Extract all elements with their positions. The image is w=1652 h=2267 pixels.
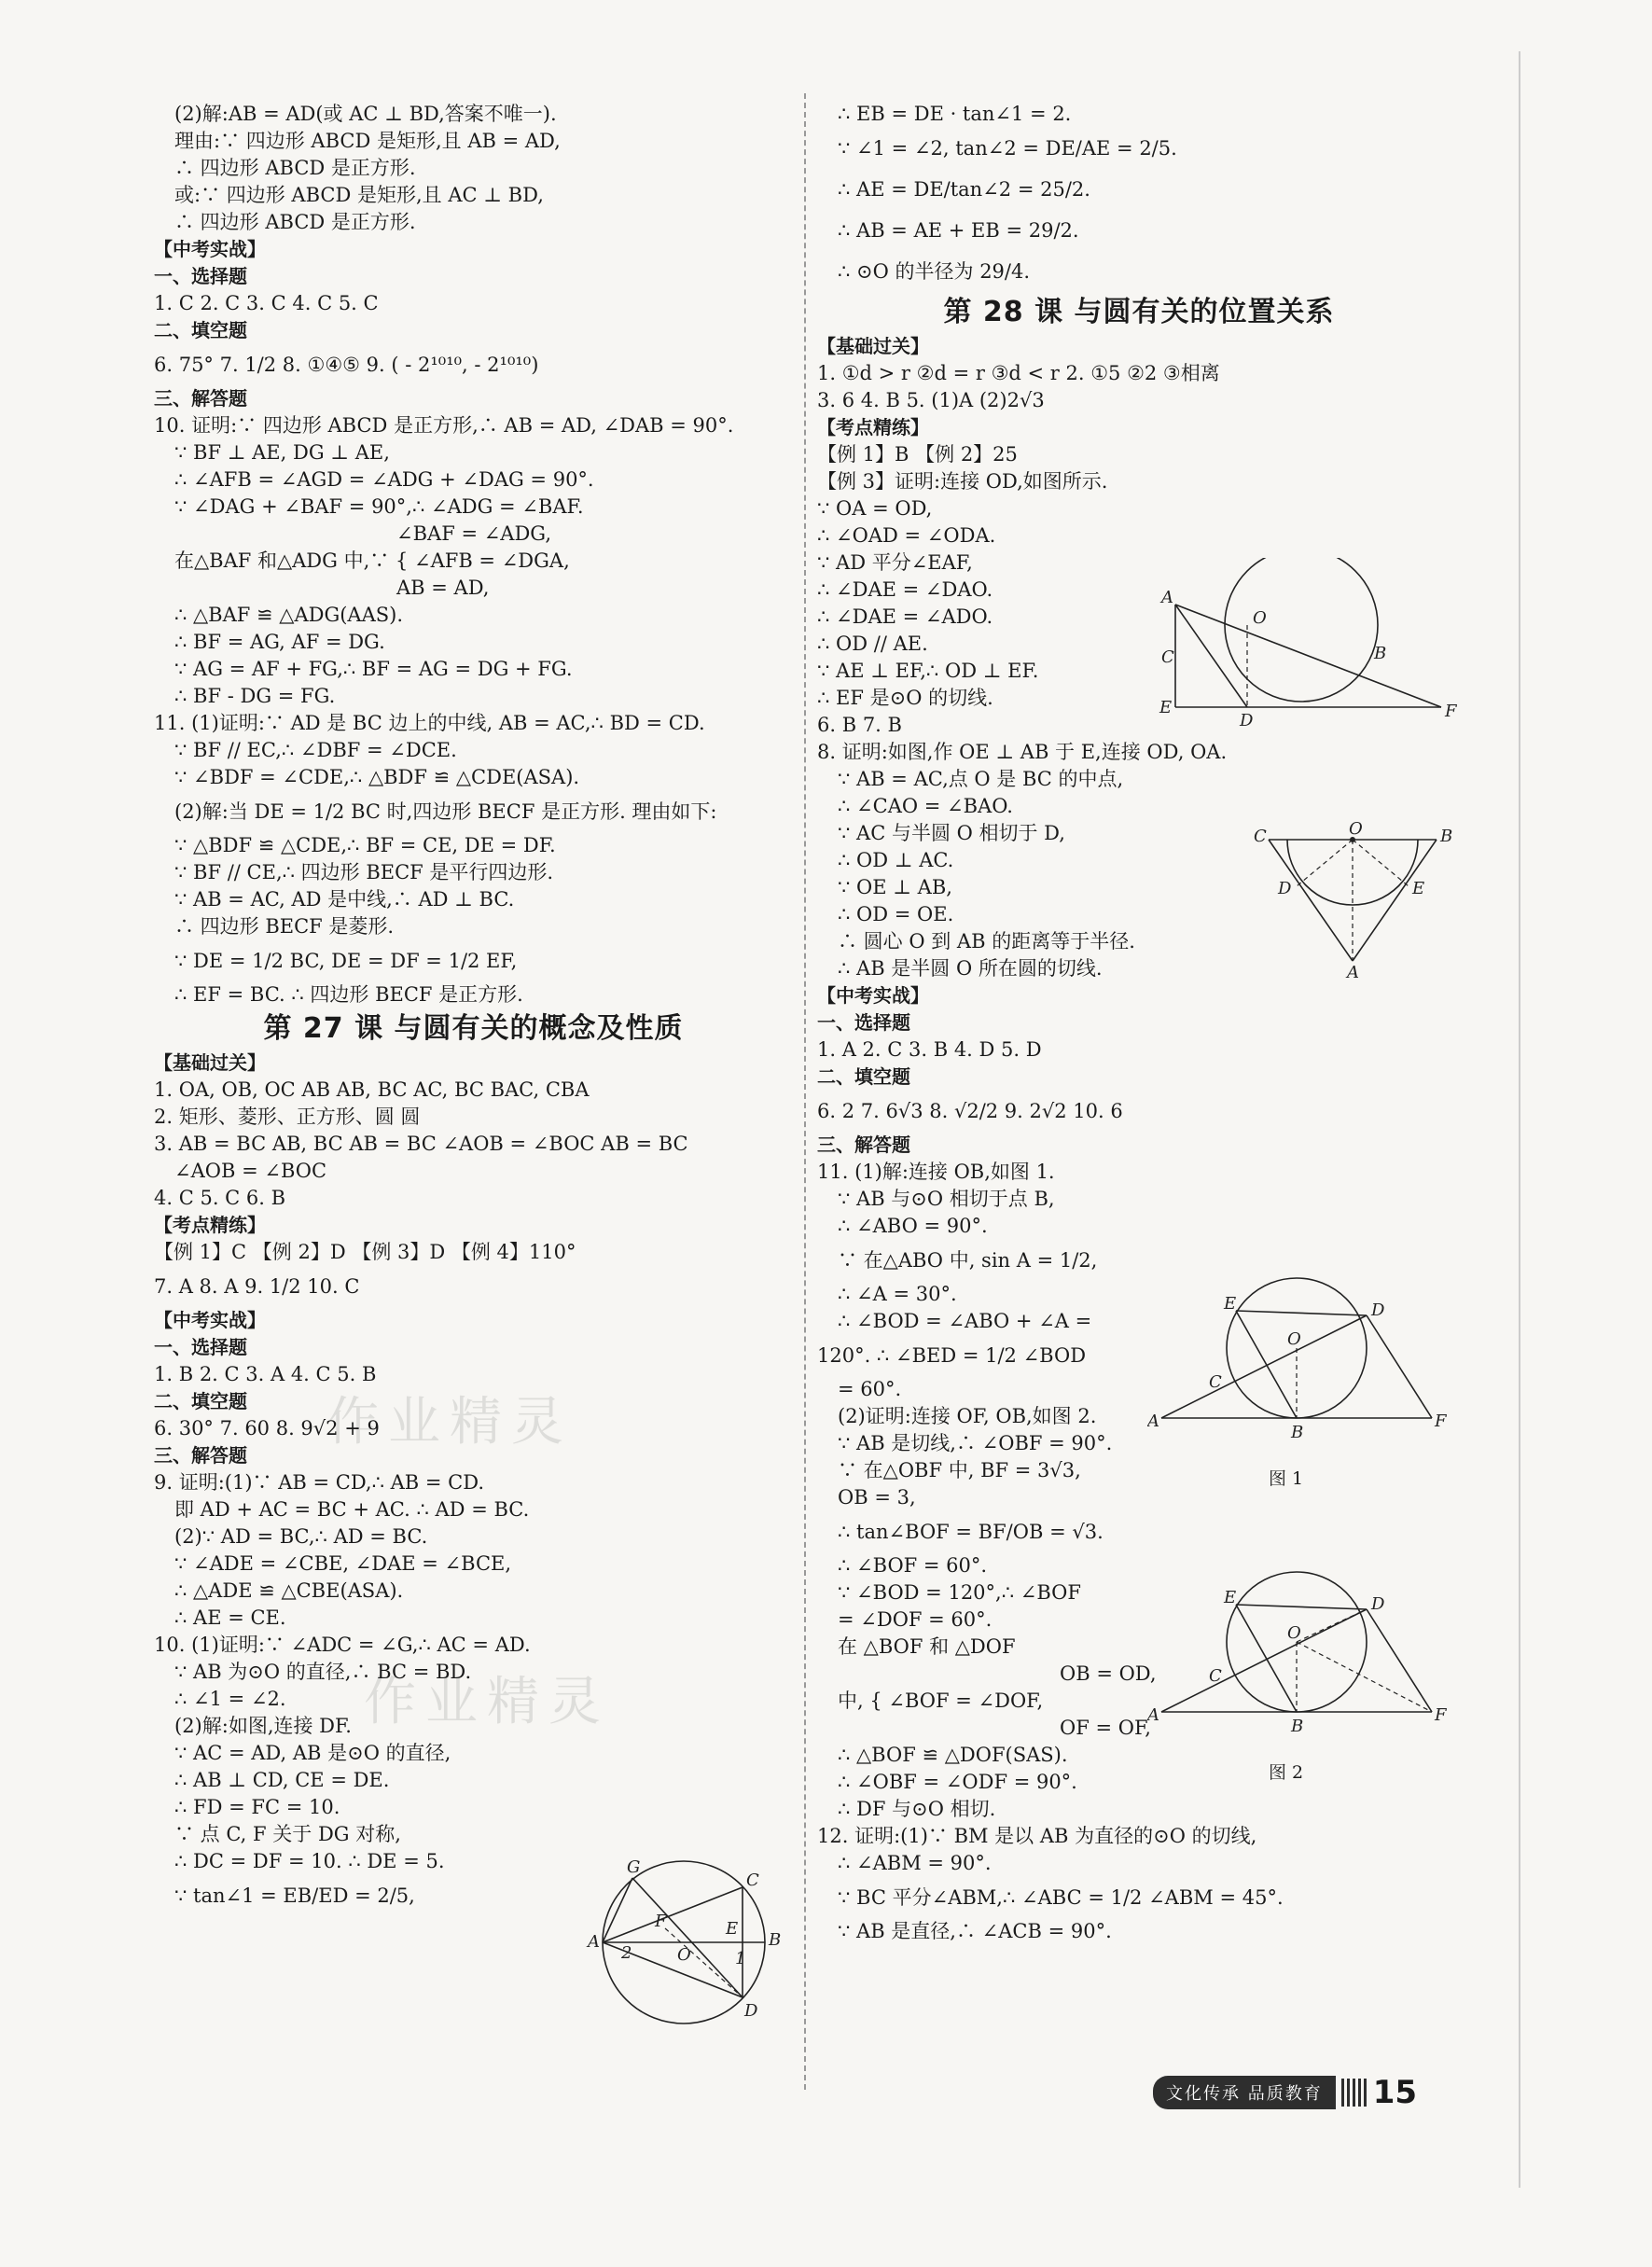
left-line: 4. C 5. C 6. B xyxy=(154,1187,286,1209)
svg-text:A: A xyxy=(1147,1705,1159,1725)
svg-text:2: 2 xyxy=(621,1943,632,1963)
right-line: ∵ AE ⊥ EF,∴ OD ⊥ EF. xyxy=(817,660,1039,682)
right-line: OF = OF, xyxy=(1060,1717,1151,1739)
svg-text:C: C xyxy=(1254,827,1267,846)
svg-text:F: F xyxy=(655,1912,667,1931)
left-line: ∴ EF = BC. ∴ 四边形 BECF 是正方形. xyxy=(174,983,523,1006)
right-line: ∴ ∠BOF = 60°. xyxy=(838,1554,988,1577)
svg-text:D: D xyxy=(1371,1300,1385,1320)
svg-text:O: O xyxy=(1287,1623,1301,1643)
right-line: ∴ OD ⊥ AC. xyxy=(838,849,954,871)
svg-text:B: B xyxy=(1291,1717,1304,1736)
svg-text:G: G xyxy=(627,1857,641,1877)
right-line: ∴ EF 是⊙O 的切线. xyxy=(817,687,993,709)
left-line: ∵ AG = AF + FG,∴ BF = AG = DG + FG. xyxy=(174,658,573,680)
right-line: ∴ ∠OBF = ∠ODF = 90°. xyxy=(838,1771,1077,1793)
watermark-1: 作业精灵 xyxy=(326,1392,573,1453)
svg-text:D: D xyxy=(1278,879,1292,898)
right-line: 1. ①d > r ②d = r ③d < r 2. ①5 ②2 ③相离 xyxy=(817,362,1220,384)
left-line: 1. C 2. C 3. C 4. C 5. C xyxy=(154,292,379,314)
page-edge-line xyxy=(1519,51,1520,2188)
svg-text:C: C xyxy=(1161,647,1174,667)
svg-text:A: A xyxy=(1347,963,1359,982)
right-line: 中, { ∠BOF = ∠DOF, xyxy=(838,1690,1044,1712)
svg-text:E: E xyxy=(1412,879,1425,898)
left-line: ∵ AB = AC, AD 是中线,∴ AD ⊥ BC. xyxy=(174,888,515,911)
right-line: (2)证明:连接 OF, OB,如图 2. xyxy=(838,1405,1097,1427)
left-line: 1. B 2. C 3. A 4. C 5. B xyxy=(154,1363,377,1385)
left-line: 2. 矩形、菱形、正方形、圆 圆 xyxy=(154,1106,421,1128)
left-line: 10. (1)证明:∵ ∠ADC = ∠G,∴ AC = AD. xyxy=(154,1634,531,1656)
right-line: ∵ AB 是切线,∴ ∠OBF = 90°. xyxy=(838,1432,1113,1454)
right-line: 12. 证明:(1)∵ BM 是以 AB 为直径的⊙O 的切线, xyxy=(817,1825,1257,1847)
svg-text:C: C xyxy=(746,1871,759,1890)
right-line: ∵ AD 平分∠EAF, xyxy=(817,551,973,574)
left-line: 第 27 课 与圆有关的概念及性质 xyxy=(263,1012,684,1045)
left-line: ∠AOB = ∠BOC xyxy=(174,1160,327,1182)
svg-text:D: D xyxy=(744,2001,758,2021)
right-line: ∴ ∠OAD = ∠ODA. xyxy=(817,524,996,547)
svg-text:B: B xyxy=(1291,1423,1304,1442)
svg-text:E: E xyxy=(1159,698,1173,717)
svg-text:O: O xyxy=(677,1945,691,1965)
figure-1-tangent-circle xyxy=(1147,1273,1455,1446)
left-line: ∴ DC = DF = 10. ∴ DE = 5. xyxy=(174,1850,445,1872)
footer-badge: 文化传承 品质教育 xyxy=(1153,2076,1336,2109)
right-line: 11. (1)解:连接 OB,如图 1. xyxy=(817,1161,1055,1183)
left-line: 9. 证明:(1)∵ AB = CD,∴ AB = CD. xyxy=(154,1471,484,1494)
right-line: 【考点精练】 xyxy=(817,416,929,438)
left-line: 二、填空题 xyxy=(154,1390,247,1412)
right-line: ∴ OD // AE. xyxy=(817,633,928,655)
left-line: 【中考实战】 xyxy=(154,1309,266,1331)
right-line: = 60°. xyxy=(838,1378,902,1400)
left-line: 二、填空题 xyxy=(154,319,247,341)
right-line: ∴ ∠CAO = ∠BAO. xyxy=(838,795,1013,817)
right-line: 8. 证明:如图,作 OE ⊥ AB 于 E,连接 OD, OA. xyxy=(817,741,1228,763)
svg-text:A: A xyxy=(588,1932,600,1952)
right-line: ∴ 圆心 O 到 AB 的距离等于半径. xyxy=(838,930,1135,953)
right-line: ∵ ∠1 = ∠2, tan∠2 = DE/AE = 2/5. xyxy=(838,137,1177,160)
column-divider xyxy=(804,93,806,2090)
left-line: 或:∵ 四边形 ABCD 是矩形,且 AC ⊥ BD, xyxy=(174,184,544,206)
right-line: ∴ AB 是半圆 O 所在圆的切线. xyxy=(838,957,1103,980)
left-line: ∵ AB 为⊙O 的直径,∴ BC = BD. xyxy=(174,1661,472,1683)
left-line: ∴ BF = AG, AF = DG. xyxy=(174,631,385,653)
right-line: ∴ ∠BOD = ∠ABO + ∠A = xyxy=(838,1310,1092,1332)
left-column xyxy=(154,101,793,1916)
right-line: 【例 3】证明:连接 OD,如图所示. xyxy=(817,470,1108,493)
svg-text:F: F xyxy=(1435,1705,1447,1725)
right-line: 在 △BOF 和 △DOF xyxy=(838,1635,1016,1658)
right-line: ∴ tan∠BOF = BF/OB = √3. xyxy=(838,1521,1104,1543)
left-line: ∴ 四边形 ABCD 是正方形. xyxy=(174,157,416,179)
right-line: ∵ ∠BOD = 120°,∴ ∠BOF xyxy=(838,1581,1081,1604)
figure-2-tangent-circle xyxy=(1147,1567,1455,1740)
left-line: ∵ BF // EC,∴ ∠DBF = ∠DCE. xyxy=(174,739,457,761)
left-line: ∵ BF // CE,∴ 四边形 BECF 是平行四边形. xyxy=(174,861,554,883)
svg-text:C: C xyxy=(1209,1372,1222,1392)
left-line: ∵ △BDF ≌ △CDE,∴ BF = CE, DE = DF. xyxy=(174,834,556,856)
right-line: ∴ AE = DE/tan∠2 = 25/2. xyxy=(838,178,1090,201)
left-line: (2)∵ AD = BC,∴ AD = BC. xyxy=(174,1525,428,1548)
left-line: ∴ ∠1 = ∠2. xyxy=(174,1688,286,1710)
svg-text:E: E xyxy=(1224,1588,1237,1607)
svg-text:B: B xyxy=(769,1930,782,1950)
svg-text:D: D xyxy=(1240,711,1254,730)
right-line: 二、填空题 xyxy=(817,1065,910,1088)
page-number: 15 xyxy=(1372,2074,1418,2111)
left-line: 理由:∵ 四边形 ABCD 是矩形,且 AB = AD, xyxy=(174,130,561,152)
right-line: ∵ OA = OD, xyxy=(817,497,933,520)
svg-text:E: E xyxy=(726,1919,739,1939)
right-line: 一、选择题 xyxy=(817,1011,910,1034)
barcode-decoration xyxy=(1341,2079,1367,2107)
right-line: 6. B 7. B xyxy=(817,714,902,736)
left-line: 7. A 8. A 9. 1/2 10. C xyxy=(154,1275,360,1298)
right-line: 1. A 2. C 3. B 4. D 5. D xyxy=(817,1038,1042,1061)
svg-text:A: A xyxy=(1161,588,1173,607)
left-line: 【基础过关】 xyxy=(154,1051,266,1074)
right-line: ∴ ∠DAE = ∠DAO. xyxy=(817,578,993,601)
right-line: ∵ AB = AC,点 O 是 BC 的中点, xyxy=(838,768,1124,790)
left-line: ∴ FD = FC = 10. xyxy=(174,1796,340,1818)
left-line: ∵ 点 C, F 关于 DG 对称, xyxy=(174,1823,401,1845)
right-line: = ∠DOF = 60°. xyxy=(838,1608,993,1631)
left-line: ∵ tan∠1 = EB/ED = 2/5, xyxy=(174,1885,415,1907)
left-line: 一、选择题 xyxy=(154,1336,247,1358)
svg-text:O: O xyxy=(1253,608,1267,628)
right-line: ∴ ∠A = 30°. xyxy=(838,1283,957,1305)
right-line: 第 28 课 与圆有关的位置关系 xyxy=(943,296,1335,328)
left-line: ∴ 四边形 ABCD 是正方形. xyxy=(174,211,416,233)
right-line: OB = OD, xyxy=(1060,1662,1157,1685)
right-line: 6. 2 7. 6√3 8. √2/2 9. 2√2 10. 6 xyxy=(817,1100,1123,1122)
right-line: 120°. ∴ ∠BED = 1/2 ∠BOD xyxy=(817,1344,1087,1367)
figure-problem10-circle xyxy=(576,1852,791,2034)
right-line: ∵ 在△ABO 中, sin A = 1/2, xyxy=(838,1249,1098,1272)
right-line: ∵ AB 是直径,∴ ∠ACB = 90°. xyxy=(838,1920,1112,1942)
right-line: 三、解答题 xyxy=(817,1134,910,1156)
right-line: 【基础过关】 xyxy=(817,335,929,357)
left-line: ∴ AB ⊥ CD, CE = DE. xyxy=(174,1769,390,1791)
figure-problem8-semicircle xyxy=(1250,821,1455,984)
right-line: ∴ OD = OE. xyxy=(838,903,954,925)
svg-text:A: A xyxy=(1147,1412,1159,1431)
left-line: 即 AD + AC = BC + AC. ∴ AD = BC. xyxy=(174,1498,530,1521)
left-line: 【例 1】C 【例 2】D 【例 3】D 【例 4】110° xyxy=(154,1241,576,1263)
left-line: 10. 证明:∵ 四边形 ABCD 是正方形,∴ AB = AD, ∠DAB = 90°. xyxy=(154,414,734,437)
left-line: 一、选择题 xyxy=(154,265,247,287)
right-line: 【例 1】B 【例 2】25 xyxy=(817,443,1018,466)
left-line: 三、解答题 xyxy=(154,1444,247,1467)
svg-text:E: E xyxy=(1224,1294,1237,1314)
right-line: ∴ DF 与⊙O 相切. xyxy=(838,1798,996,1820)
right-line: ∴ ∠ABO = 90°. xyxy=(838,1215,988,1237)
right-line: ∴ △BOF ≌ △DOF(SAS). xyxy=(838,1744,1068,1766)
left-line: 3. AB = BC AB, BC AB = BC ∠AOB = ∠BOC AB = BC xyxy=(154,1133,688,1155)
svg-text:F: F xyxy=(1445,702,1457,721)
left-line: ∴ △ADE ≌ △CBE(ASA). xyxy=(174,1579,404,1602)
figure-1-caption: 图 1 xyxy=(1269,1468,1304,1489)
left-line: ∴ AE = CE. xyxy=(174,1606,286,1629)
left-line: 6. 30° 7. 60 8. 9√2 + 9 xyxy=(154,1417,380,1439)
left-line: 三、解答题 xyxy=(154,387,247,410)
svg-text:B: B xyxy=(1440,827,1453,846)
right-line: 【中考实战】 xyxy=(817,984,929,1007)
left-line: ∴ ∠AFB = ∠AGD = ∠ADG + ∠DAG = 90°. xyxy=(174,468,594,491)
svg-text:C: C xyxy=(1209,1666,1222,1686)
left-line: 1. OA, OB, OC AB AB, BC AC, BC BAC, CBA xyxy=(154,1078,590,1101)
left-line: (2)解:当 DE = 1/2 BC 时,四边形 BECF 是正方形. 理由如下: xyxy=(174,800,717,823)
watermark-2: 作业精灵 xyxy=(364,1672,610,1732)
right-line: ∴ EB = DE · tan∠1 = 2. xyxy=(838,103,1072,125)
right-line: ∵ AC 与半圆 O 相切于 D, xyxy=(838,822,1065,844)
left-line: ∵ ∠DAG + ∠BAF = 90°,∴ ∠ADG = ∠BAF. xyxy=(174,495,584,518)
left-line: ∵ ∠ADE = ∠CBE, ∠DAE = ∠BCE, xyxy=(174,1552,512,1575)
figure-2-caption: 图 2 xyxy=(1269,1762,1304,1783)
left-line: (2)解:如图,连接 DF. xyxy=(174,1715,352,1737)
left-line: (2)解:AB = AD(或 AC ⊥ BD,答案不唯一). xyxy=(174,103,557,125)
left-line: ∵ ∠BDF = ∠CDE,∴ △BDF ≌ △CDE(ASA). xyxy=(174,766,580,788)
left-line: ∵ BF ⊥ AE, DG ⊥ AE, xyxy=(174,441,390,464)
right-line: OB = 3, xyxy=(838,1486,916,1509)
left-line: ∵ DE = 1/2 BC, DE = DF = 1/2 EF, xyxy=(174,950,518,972)
left-line: 11. (1)证明:∵ AD 是 BC 边上的中线, AB = AC,∴ BD = CD. xyxy=(154,712,705,734)
left-line: 【中考实战】 xyxy=(154,238,266,260)
page-footer xyxy=(1153,2073,1451,2112)
left-line: ∴ 四边形 BECF 是菱形. xyxy=(174,915,395,938)
right-line: ∴ ∠ABM = 90°. xyxy=(838,1852,992,1874)
right-line: ∴ ∠DAE = ∠ADO. xyxy=(817,605,993,628)
left-line: ∵ AC = AD, AB 是⊙O 的直径, xyxy=(174,1742,451,1764)
right-line: ∴ AB = AE + EB = 29/2. xyxy=(838,219,1079,242)
right-line: 3. 6 4. B 5. (1)A (2)2√3 xyxy=(817,389,1045,411)
svg-text:F: F xyxy=(1435,1412,1447,1431)
right-line: ∵ AB 与⊙O 相切于点 B, xyxy=(838,1188,1055,1210)
svg-text:B: B xyxy=(1374,644,1387,663)
left-line: 【考点精练】 xyxy=(154,1214,266,1236)
right-line: ∵ OE ⊥ AB, xyxy=(838,876,952,898)
svg-text:O: O xyxy=(1287,1329,1301,1349)
left-line: ∠BAF = ∠ADG, xyxy=(396,522,552,545)
right-line: ∵ 在△OBF 中, BF = 3√3, xyxy=(838,1459,1081,1481)
left-line: ∴ BF - DG = FG. xyxy=(174,685,336,707)
left-line: ∴ △BAF ≌ △ADG(AAS). xyxy=(174,604,404,626)
svg-text:1: 1 xyxy=(735,1949,746,1968)
figure-example3-circle xyxy=(1143,558,1460,730)
left-line: AB = AD, xyxy=(396,577,490,599)
right-line: ∴ ⊙O 的半径为 29/4. xyxy=(838,260,1031,283)
svg-text:O: O xyxy=(1349,821,1363,839)
right-line: ∵ BC 平分∠ABM,∴ ∠ABC = 1/2 ∠ABM = 45°. xyxy=(838,1886,1284,1909)
svg-text:D: D xyxy=(1371,1594,1385,1614)
left-line: 6. 75° 7. 1/2 8. ①④⑤ 9. ( - 2¹⁰¹⁰, - 2¹⁰¹⁰) xyxy=(154,354,539,376)
left-line: 在△BAF 和△ADG 中,∵ { ∠AFB = ∠DGA, xyxy=(174,549,570,572)
